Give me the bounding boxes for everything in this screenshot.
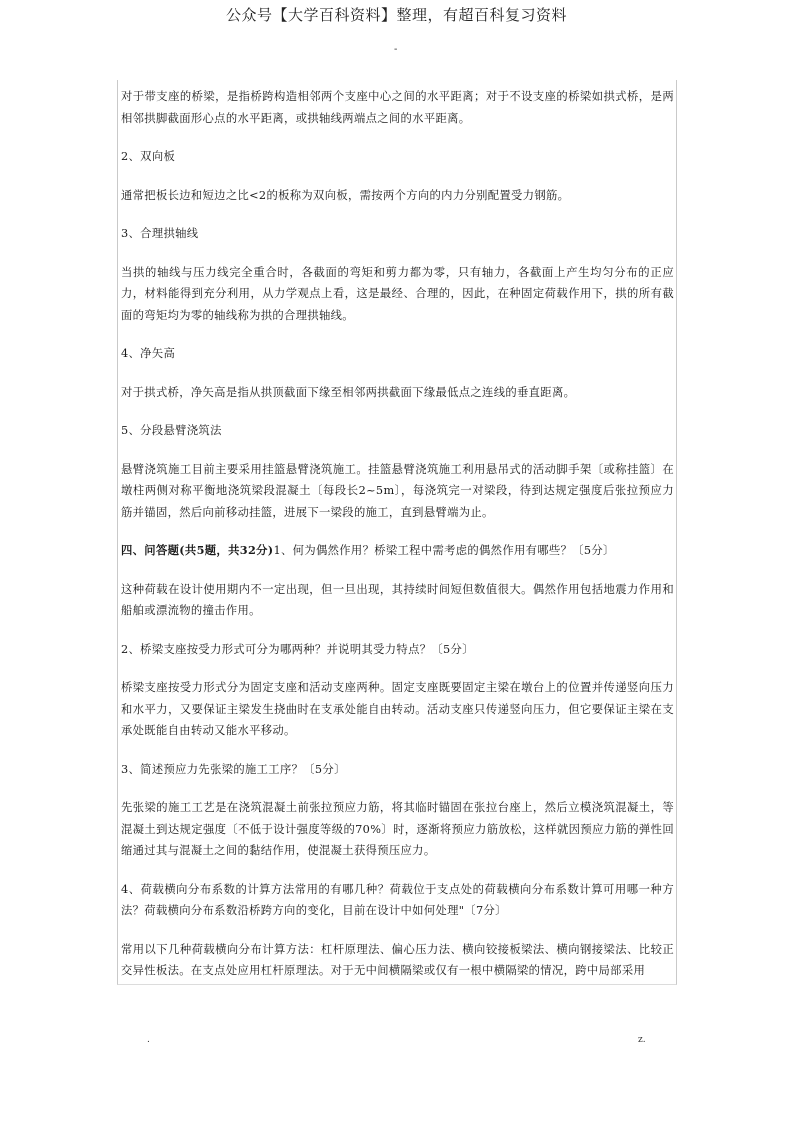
term-heading-2: 2、双向板: [121, 150, 176, 163]
footer-right-mark: z.: [638, 1035, 646, 1045]
question-3: 3、简述预应力先张梁的施工工序？〔5分〕: [121, 762, 346, 776]
answer-2: 桥梁支座按受力形式分为固定支座和活动支座两种。固定支座既要固定主梁在墩台上的位置并传递竖向压力和水平力，又要保证主梁发生挠曲时在支承处能自由转动。活动支座只传递竖向压力，但它要保证主梁在支承处既能自由转动又能水平移动。: [121, 681, 674, 737]
answer-3: 先张梁的施工工艺是在浇筑混凝土前张拉预应力筋，将其临时锚固在张拉台座上，然后立模浇筑混凝土，等混凝土到达规定强度〔不低于设计强度等级的70%〕时，逐渐将预应力筋放松，这样就因预应力筋的弹性回缩通过其与混凝土之间的黏结作用，使混凝土获得预压应力。: [121, 801, 674, 857]
term-heading-5: 5、分段悬臂浇筑法: [121, 424, 222, 437]
question-2: 2、桥梁支座按受力形式可分为哪两种？并说明其受力特点？〔5分〕: [121, 642, 474, 656]
section-question-line: [121, 540, 674, 562]
document-body: [117, 80, 677, 985]
question-4: 4、荷载横向分布系数的计算方法常用的有哪几种？荷载位于支点处的荷载横向分布系数计算可用哪一种方法？荷载横向分布系数沿桥跨方向的变化，目前在设计中如何处理"〔7分〕: [121, 882, 674, 917]
page-header: 公众号【大学百科资料】整理，有超百科复习资料: [225, 6, 567, 24]
paragraph: 当拱的轴线与压力线完全重合时，各截面的弯矩和剪力都为零，只有轴力，各截面上产生均匀分布的正应力，材料能得到充分利用，从力学观点上看，这是最经、合理的，因此，在种固定荷载作用下，拱的所有截面的弯矩均为零的轴线称为拱的合理拱轴线。: [121, 265, 674, 322]
paragraph: 通常把板长边和短边之比<2的板称为双向板，需按两个方向的内力分别配置受力钢筋。: [121, 188, 570, 202]
section-title: 四、问答题(共5题，共32分): [121, 543, 274, 557]
paragraph: 对于拱式桥，净矢高是指从拱顶截面下缘至相邻两拱截面下缘最低点之连线的垂直距离。: [121, 385, 576, 399]
paragraph: 悬臂浇筑施工目前主要采用挂篮悬臂浇筑施工。挂篮悬臂浇筑施工利用悬吊式的活动脚手架〔或称挂篮〕在墩柱两侧对称平衡地浇筑梁段混凝土〔每段长2~5m〕，每浇筑完一对梁段，待到达规定强度后张拉预应力筋并锚固，然后向前移动挂篮，进展下一梁段的施工，直到悬臂端为止。: [121, 462, 674, 519]
answer-1: 这种荷载在设计使用期内不一定出现，但一旦出现，其持续时间短但数值很大。偶然作用包括地震力作用和船舶或漂流物的撞击作用。: [121, 582, 674, 617]
term-heading-3: 3、合理拱轴线: [121, 227, 199, 240]
header-dash: -: [394, 44, 398, 55]
answer-4: 常用以下几种荷载横向分布计算方法：杠杆原理法、偏心压力法、横向铰接板梁法、横向钢接梁法、比较正交异性板法。在支点处应用杠杆原理法。对于无中间横隔梁或仅有一根中横隔梁的情况，跨中局部采用: [121, 942, 674, 977]
term-heading-4: 4、净矢高: [121, 347, 176, 360]
footer-left-mark: .: [147, 1035, 150, 1045]
paragraph: 对于带支座的桥梁，是指桥跨构造相邻两个支座中心之间的水平距离；对于不设支座的桥梁如拱式桥，是两相邻拱脚截面形心点的水平距离，或拱轴线两端点之间的水平距离。: [121, 90, 674, 125]
question-1: 1、何为偶然作用？桥梁工程中需考虑的偶然作用有哪些？〔5分〕: [273, 544, 615, 557]
